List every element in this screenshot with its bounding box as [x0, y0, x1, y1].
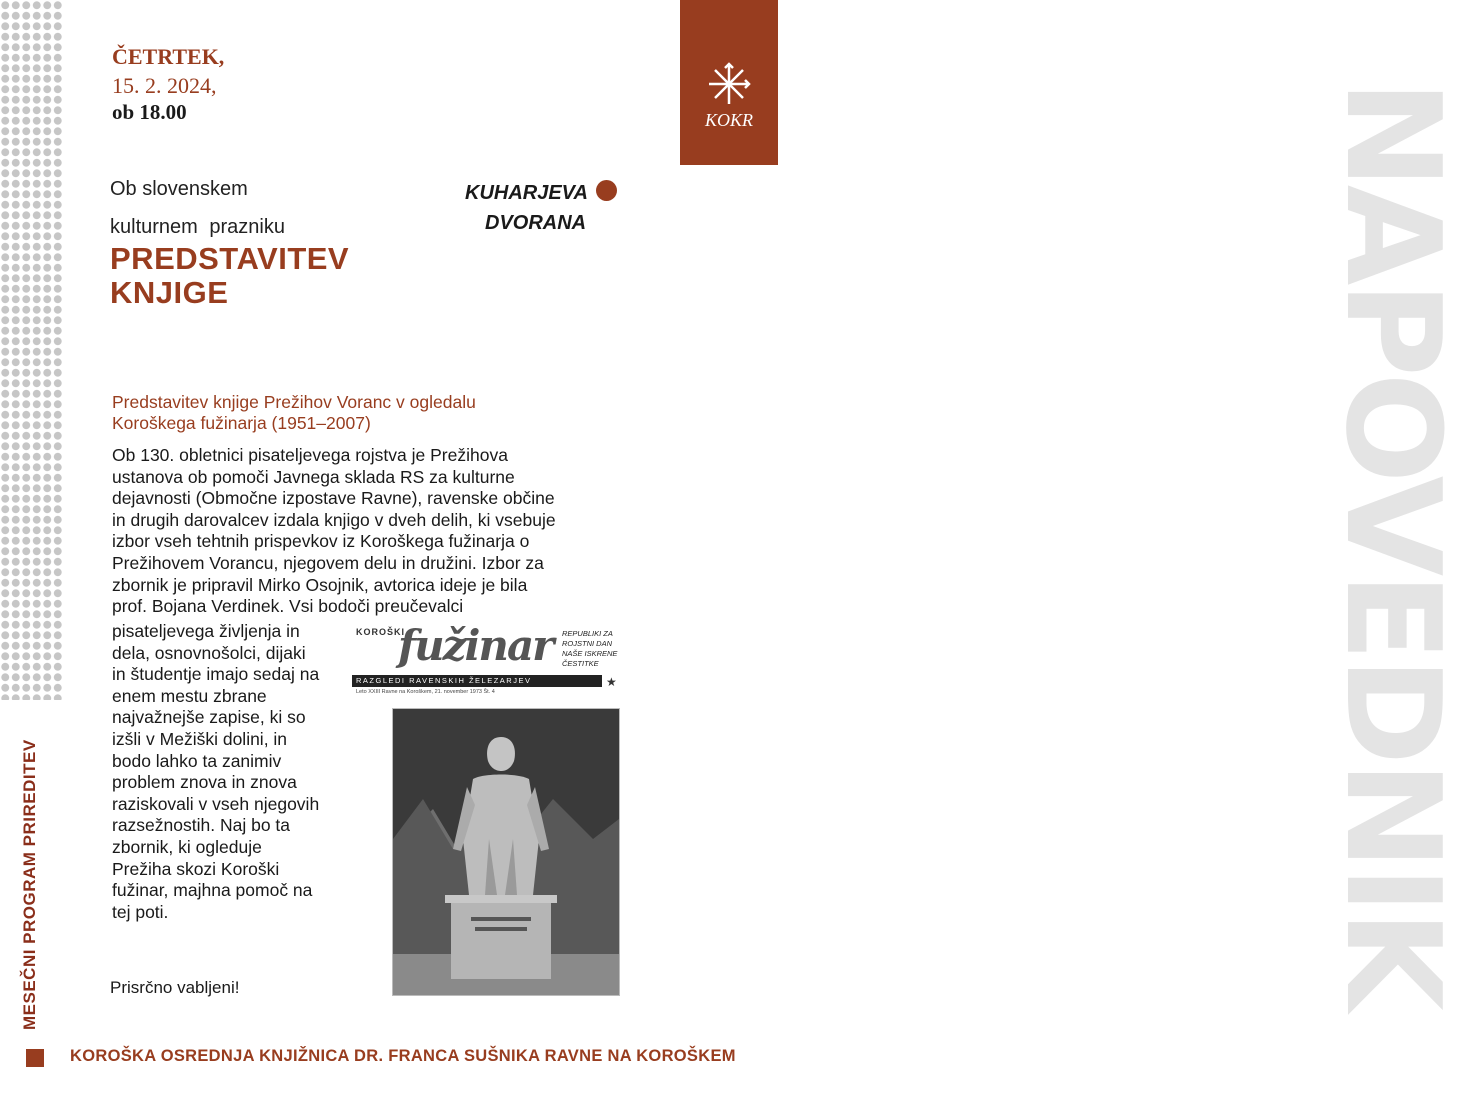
- body-text-left: [112, 621, 350, 923]
- event-title: [110, 242, 349, 310]
- dot-pattern: [0, 0, 62, 700]
- footer-square-icon: [26, 1049, 44, 1067]
- body-line: zbornik, ki ogleduje: [112, 836, 262, 857]
- event-date: 15. 2. 2024,: [112, 73, 217, 98]
- body-line: in drugih darovalcev izdala knjigo v dveh delih, ki vsebuje: [112, 509, 556, 530]
- body-text-full: [112, 445, 624, 618]
- body-line: izšli v Mežiški dolini, in: [112, 728, 288, 749]
- library-logo-icon: [695, 60, 763, 112]
- subtitle-line-1: Predstavitev knjige Prežihov Voranc v ogledalu: [112, 392, 476, 412]
- masthead-note: REPUBLIKI ZA ROJSTNI DAN NAŠE ISKRENE ČESTITKE: [562, 629, 618, 668]
- title-line-1: PREDSTAVITEV: [110, 241, 350, 276]
- venue: [465, 178, 617, 238]
- body-line: fužinar, majhna pomoč na: [112, 880, 313, 901]
- body-line: najvažnejše zapise, ki so: [112, 707, 306, 728]
- bullet-dot-icon: [596, 180, 617, 201]
- masthead-fuzinar: fužinar: [398, 621, 553, 670]
- body-line: dejavnosti (Območne izpostave Ravne), ravenske občine: [112, 488, 555, 509]
- body-line: prof. Bojana Verdinek. Vsi bodoči preučevalci: [112, 596, 464, 617]
- body-line: Ob 130. obletnici pisateljevega rojstva je Prežihova: [112, 445, 508, 465]
- body-line: bodo lahko ta zanimiv: [112, 750, 282, 771]
- library-logo[interactable]: [680, 0, 778, 165]
- closing-text: Prisrčno vabljeni!: [110, 978, 240, 997]
- title-line-2: KNJIGE: [110, 275, 229, 310]
- masthead-strip: RAZGLEDI RAVENSKIH ŽELEZARJEV: [352, 675, 602, 687]
- event-time: ob 18.00: [112, 100, 187, 124]
- body-line: problem znova in znova: [112, 772, 297, 793]
- body-line: Prežiha skozi Koroški: [112, 858, 280, 879]
- book-subtitle: [112, 392, 572, 434]
- body-line: in študentje imajo sedaj na: [112, 664, 320, 685]
- monthly-program-label: MESEČNI PROGRAM PRIREDITEV: [20, 739, 39, 1030]
- body-line: pisateljevega življenja in: [112, 621, 300, 641]
- venue-line-2: DVORANA: [485, 212, 587, 234]
- body-line: dela, osnovnošolci, dijaki: [112, 642, 306, 663]
- body-line: ustanova ob pomoči Javnega sklada RS za kulturne: [112, 466, 515, 487]
- body-line: izbor vseh tehtnih prispevkov iz Koroškega fužinarja o: [112, 531, 530, 552]
- masthead-small: Leto XXIII Ravne na Koroškem, 21. november 1973 Št. 4: [356, 689, 495, 695]
- napovednik-ghost-text: NAPOVEDNIK: [1317, 80, 1469, 1007]
- intro-line-1: Ob slovenskem: [110, 178, 248, 200]
- monument-photo-art: [393, 709, 619, 995]
- side-band: [680, 0, 1469, 1100]
- body-line: tej poti.: [112, 901, 169, 922]
- monument-photo: [392, 708, 620, 996]
- newspaper-masthead: [352, 621, 622, 697]
- event-day: ČETRTEK,: [112, 44, 225, 69]
- footer-library-name: KOROŠKA OSREDNJA KNJIŽNICA DR. FRANCA SUŠNIKA RAVNE NA KOROŠKEM: [70, 1047, 736, 1065]
- intro-line-2: kulturnem prazniku: [110, 216, 285, 238]
- body-line: Prežihovem Vorancu, njegovem delu in družini. Izbor za: [112, 552, 544, 573]
- star-icon: ★: [606, 675, 617, 689]
- venue-line-1: KUHARJEVA: [465, 182, 588, 204]
- body-line: razsežnostih. Naj bo ta: [112, 815, 291, 836]
- body-line: zbornik je pripravil Mirko Osojnik, avtorica ideje je bila: [112, 574, 528, 595]
- body-line: enem mestu zbrane: [112, 685, 267, 706]
- body-line: raziskovali v vseh njegovih: [112, 793, 320, 814]
- subtitle-line-2: Koroškega fužinarja (1951–2007): [112, 413, 371, 433]
- masthead-koroski: KOROŠKI: [356, 627, 406, 637]
- logo-text: KOKR: [704, 110, 753, 130]
